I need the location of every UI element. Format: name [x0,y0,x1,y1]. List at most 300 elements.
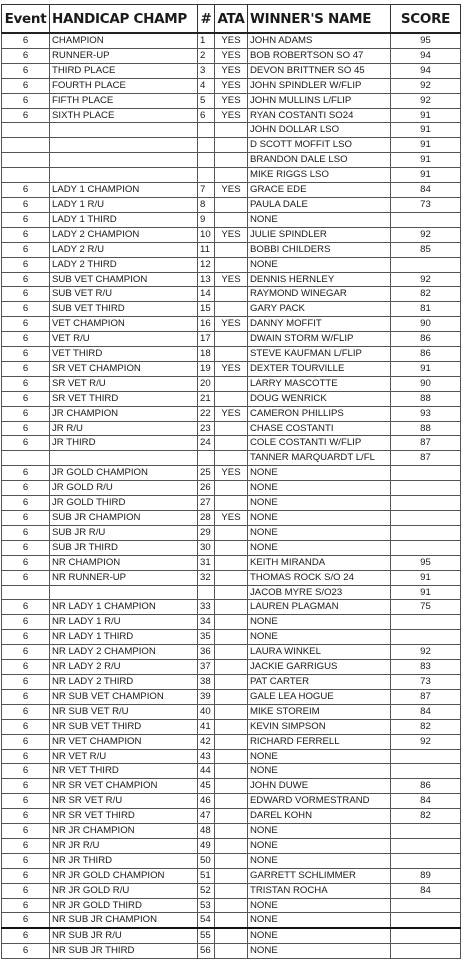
ata-cell [215,481,248,496]
ata-cell: YES [215,33,248,48]
number-cell: 16 [198,317,215,332]
event-cell [2,138,50,153]
number-cell: 32 [198,570,215,585]
winner-cell: JOHN DUWE [248,779,391,794]
ata-cell [215,898,248,913]
score-cell: 86 [391,332,461,347]
champ-cell: NR JR CHAMPION [50,824,198,839]
winner-cell: NONE [248,496,391,511]
winner-cell: NONE [248,764,391,779]
table-row [2,630,461,645]
winner-cell: NONE [248,630,391,645]
score-cell [391,212,461,227]
winner-cell: JOHN ADAMS [248,33,391,48]
number-cell: 53 [198,898,215,913]
table-row [2,257,461,272]
winner-cell: KEVIN SIMPSON [248,719,391,734]
table-row [2,376,461,391]
event-cell: 6 [2,838,50,853]
champ-cell: JR R/U [50,421,198,436]
table-row [2,555,461,570]
ata-cell [215,630,248,645]
number-cell: 1 [198,33,215,48]
event-cell: 6 [2,183,50,198]
winner-cell: DENNIS HERNLEY [248,272,391,287]
ata-cell [215,242,248,257]
event-cell: 6 [2,406,50,421]
event-cell: 6 [2,302,50,317]
winner-cell: NONE [248,913,391,928]
winner-cell: JOHN SPINDLER W/FLIP [248,78,391,93]
ata-cell: YES [215,63,248,78]
score-cell [391,257,461,272]
event-cell: 6 [2,555,50,570]
ata-cell [215,689,248,704]
number-cell: 52 [198,883,215,898]
winner-cell: JOHN MULLINS L/FLIP [248,93,391,108]
ata-cell [215,674,248,689]
number-cell: 41 [198,719,215,734]
champ-cell: SUB VET CHAMPION [50,272,198,287]
event-cell: 6 [2,660,50,675]
ata-cell [215,853,248,868]
champ-cell: LADY 1 THIRD [50,212,198,227]
ata-cell: YES [215,406,248,421]
ata-cell [215,615,248,630]
event-cell: 6 [2,287,50,302]
event-cell: 6 [2,749,50,764]
number-cell: 25 [198,466,215,481]
event-cell: 6 [2,809,50,824]
score-cell: 87 [391,689,461,704]
number-cell: 40 [198,704,215,719]
score-cell [391,913,461,928]
score-cell: 84 [391,183,461,198]
ata-cell [215,824,248,839]
champ-cell [50,153,198,168]
score-cell: 91 [391,585,461,600]
winner-cell: NONE [248,511,391,526]
champ-cell: VET THIRD [50,347,198,362]
event-cell: 6 [2,257,50,272]
event-cell: 6 [2,33,50,48]
champ-cell: SUB VET THIRD [50,302,198,317]
winner-cell: LARRY MASCOTTE [248,376,391,391]
number-cell: 31 [198,555,215,570]
winner-cell: LAURA WINKEL [248,645,391,660]
ata-cell [215,794,248,809]
event-cell: 6 [2,674,50,689]
score-cell: 91 [391,168,461,183]
champ-cell: JR THIRD [50,436,198,451]
number-cell: 43 [198,749,215,764]
score-cell: 83 [391,660,461,675]
ata-cell [215,645,248,660]
table-row [2,168,461,183]
champ-cell: JR GOLD R/U [50,481,198,496]
number-cell: 36 [198,645,215,660]
table-row [2,138,461,153]
champ-cell: VET R/U [50,332,198,347]
ata-cell: YES [215,108,248,123]
ata-cell [215,570,248,585]
event-cell: 6 [2,570,50,585]
winner-cell: NONE [248,540,391,555]
number-cell [198,585,215,600]
number-cell: 35 [198,630,215,645]
number-cell: 27 [198,496,215,511]
number-cell [198,138,215,153]
event-cell: 6 [2,630,50,645]
number-cell: 21 [198,391,215,406]
ata-cell [215,660,248,675]
header-handicap-champ: HANDICAP CHAMP [50,5,198,34]
score-cell: 84 [391,794,461,809]
winner-cell: LAUREN PLAGMAN [248,600,391,615]
champ-cell: NR LADY 1 CHAMPION [50,600,198,615]
champ-cell: NR SUB VET R/U [50,704,198,719]
score-cell: 92 [391,93,461,108]
number-cell: 15 [198,302,215,317]
number-cell: 49 [198,838,215,853]
table-row [2,824,461,839]
score-cell: 86 [391,347,461,362]
score-cell: 93 [391,406,461,421]
ata-cell [215,212,248,227]
winner-cell: NONE [248,749,391,764]
number-cell: 3 [198,63,215,78]
score-cell: 82 [391,287,461,302]
number-cell: 18 [198,347,215,362]
champ-cell: NR LADY 1 THIRD [50,630,198,645]
winner-cell: NONE [248,928,391,943]
champ-cell: NR SUB VET THIRD [50,719,198,734]
champ-cell: NR SUB JR CHAMPION [50,913,198,928]
table-row [2,332,461,347]
champ-cell: NR LADY 1 R/U [50,615,198,630]
table-row [2,853,461,868]
champ-cell: NR SR VET CHAMPION [50,779,198,794]
number-cell: 19 [198,361,215,376]
event-cell: 6 [2,704,50,719]
table-row [2,779,461,794]
number-cell: 5 [198,93,215,108]
ata-cell [215,257,248,272]
table-row [2,48,461,63]
winner-cell: DOUG WENRICK [248,391,391,406]
score-cell: 87 [391,451,461,466]
table-row [2,63,461,78]
champ-cell: LADY 1 CHAMPION [50,183,198,198]
table-row [2,406,461,421]
event-cell [2,585,50,600]
winner-cell: DEXTER TOURVILLE [248,361,391,376]
champ-cell: SUB JR R/U [50,525,198,540]
champ-cell: LADY 2 CHAMPION [50,227,198,242]
number-cell: 26 [198,481,215,496]
champ-cell: JR GOLD CHAMPION [50,466,198,481]
event-cell: 6 [2,928,50,943]
winner-cell: JOHN DOLLAR LSO [248,123,391,138]
table-row [2,391,461,406]
table-row [2,33,461,48]
header-ata: ATA [215,5,248,34]
number-cell: 20 [198,376,215,391]
champ-cell: CHAMPION [50,33,198,48]
event-cell: 6 [2,615,50,630]
table-row [2,674,461,689]
ata-cell [215,347,248,362]
event-cell: 6 [2,868,50,883]
champ-cell: NR LADY 2 CHAMPION [50,645,198,660]
number-cell [198,168,215,183]
winner-cell: NONE [248,481,391,496]
winner-cell: GARRETT SCHLIMMER [248,868,391,883]
table-row [2,838,461,853]
number-cell: 22 [198,406,215,421]
event-cell: 6 [2,734,50,749]
champ-cell [50,138,198,153]
table-row [2,153,461,168]
champ-cell: NR LADY 2 R/U [50,660,198,675]
table-row [2,317,461,332]
champ-cell: FIFTH PLACE [50,93,198,108]
header-number: # [198,5,215,34]
champ-cell: NR CHAMPION [50,555,198,570]
number-cell: 9 [198,212,215,227]
number-cell: 51 [198,868,215,883]
winner-cell: JULIE SPINDLER [248,227,391,242]
winner-cell: JACKIE GARRIGUS [248,660,391,675]
score-cell [391,898,461,913]
champ-cell [50,123,198,138]
winner-cell: NONE [248,944,391,959]
number-cell: 39 [198,689,215,704]
number-cell: 10 [198,227,215,242]
winner-cell: PAT CARTER [248,674,391,689]
champ-cell: NR JR R/U [50,838,198,853]
score-cell: 84 [391,883,461,898]
score-cell: 92 [391,272,461,287]
event-cell: 6 [2,824,50,839]
number-cell [198,153,215,168]
score-cell: 91 [391,108,461,123]
ata-cell [215,332,248,347]
table-row [2,227,461,242]
winner-cell: GRACE EDE [248,183,391,198]
score-cell: 92 [391,734,461,749]
ata-cell [215,600,248,615]
number-cell: 55 [198,928,215,943]
score-cell [391,928,461,943]
number-cell: 2 [198,48,215,63]
table-row [2,421,461,436]
winner-cell: CHASE COSTANTI [248,421,391,436]
table-row [2,734,461,749]
header-row [2,5,461,34]
header-event: Event [2,5,50,34]
score-cell [391,944,461,959]
number-cell: 14 [198,287,215,302]
ata-cell [215,585,248,600]
event-cell: 6 [2,496,50,511]
score-cell: 90 [391,376,461,391]
champ-cell: LADY 1 R/U [50,197,198,212]
number-cell: 30 [198,540,215,555]
ata-cell: YES [215,317,248,332]
number-cell: 47 [198,809,215,824]
winner-cell: DAREL KOHN [248,809,391,824]
score-cell: 95 [391,33,461,48]
score-cell: 85 [391,242,461,257]
number-cell: 24 [198,436,215,451]
champ-cell: SUB VET R/U [50,287,198,302]
table-row [2,511,461,526]
number-cell: 29 [198,525,215,540]
event-cell: 6 [2,421,50,436]
table-row [2,660,461,675]
winner-cell: RYAN COSTANTI SO24 [248,108,391,123]
header-winner-name: WINNER'S NAME [248,5,391,34]
score-cell: 87 [391,436,461,451]
ata-cell [215,540,248,555]
event-cell: 6 [2,525,50,540]
table-row [2,466,461,481]
number-cell: 17 [198,332,215,347]
champ-cell: RUNNER-UP [50,48,198,63]
score-cell [391,824,461,839]
winner-cell: KEITH MIRANDA [248,555,391,570]
winner-cell: D SCOTT MOFFIT LSO [248,138,391,153]
event-cell: 6 [2,883,50,898]
table-row [2,719,461,734]
number-cell: 54 [198,913,215,928]
winner-cell: NONE [248,212,391,227]
score-cell: 94 [391,63,461,78]
score-cell: 82 [391,809,461,824]
score-cell [391,630,461,645]
score-cell: 91 [391,138,461,153]
event-cell: 6 [2,764,50,779]
score-cell: 86 [391,779,461,794]
number-cell: 8 [198,197,215,212]
winner-cell: TANNER MARQUARDT L/FL [248,451,391,466]
number-cell: 13 [198,272,215,287]
ata-cell [215,376,248,391]
ata-cell [215,436,248,451]
event-cell: 6 [2,242,50,257]
champ-cell: NR JR GOLD CHAMPION [50,868,198,883]
ata-cell [215,138,248,153]
table-row [2,645,461,660]
winner-cell: NONE [248,615,391,630]
table-row [2,794,461,809]
score-cell: 88 [391,421,461,436]
table-row [2,570,461,585]
winner-cell: NONE [248,466,391,481]
score-cell [391,496,461,511]
winner-cell: JACOB MYRE S/O23 [248,585,391,600]
table-row [2,451,461,466]
event-cell: 6 [2,272,50,287]
header-score: SCORE [391,5,461,34]
table-row [2,689,461,704]
ata-cell [215,809,248,824]
event-cell: 6 [2,913,50,928]
champ-cell: LADY 2 THIRD [50,257,198,272]
score-cell: 95 [391,555,461,570]
table-row [2,436,461,451]
winner-cell: NONE [248,824,391,839]
event-cell: 6 [2,317,50,332]
event-cell: 6 [2,332,50,347]
number-cell [198,451,215,466]
winner-cell: GARY PACK [248,302,391,317]
event-cell: 6 [2,481,50,496]
champ-cell: NR SUB JR THIRD [50,944,198,959]
ata-cell: YES [215,183,248,198]
number-cell: 23 [198,421,215,436]
table-row [2,600,461,615]
ata-cell: YES [215,361,248,376]
table-body [2,33,461,959]
results-table [1,4,461,959]
ata-cell: YES [215,48,248,63]
event-cell: 6 [2,391,50,406]
champ-cell [50,451,198,466]
score-cell [391,615,461,630]
table-row [2,272,461,287]
ata-cell [215,197,248,212]
score-cell [391,540,461,555]
score-cell: 92 [391,645,461,660]
champ-cell: THIRD PLACE [50,63,198,78]
ata-cell [215,704,248,719]
event-cell: 6 [2,511,50,526]
score-cell: 91 [391,570,461,585]
ata-cell [215,719,248,734]
winner-cell: DWAIN STORM W/FLIP [248,332,391,347]
table-row [2,481,461,496]
champ-cell: SR VET R/U [50,376,198,391]
score-cell: 73 [391,197,461,212]
event-cell: 6 [2,540,50,555]
champ-cell: VET CHAMPION [50,317,198,332]
ata-cell [215,868,248,883]
table-row [2,928,461,943]
number-cell: 42 [198,734,215,749]
score-cell: 91 [391,153,461,168]
table-row [2,108,461,123]
ata-cell [215,168,248,183]
ata-cell: YES [215,93,248,108]
score-cell [391,525,461,540]
event-cell: 6 [2,78,50,93]
score-cell [391,749,461,764]
champ-cell: NR VET CHAMPION [50,734,198,749]
score-cell [391,511,461,526]
champ-cell: SR VET CHAMPION [50,361,198,376]
number-cell: 56 [198,944,215,959]
event-cell: 6 [2,376,50,391]
table-row [2,704,461,719]
ata-cell [215,123,248,138]
champ-cell: NR SUB VET CHAMPION [50,689,198,704]
event-cell: 6 [2,689,50,704]
champ-cell: NR SR VET R/U [50,794,198,809]
number-cell: 12 [198,257,215,272]
champ-cell: NR LADY 2 THIRD [50,674,198,689]
